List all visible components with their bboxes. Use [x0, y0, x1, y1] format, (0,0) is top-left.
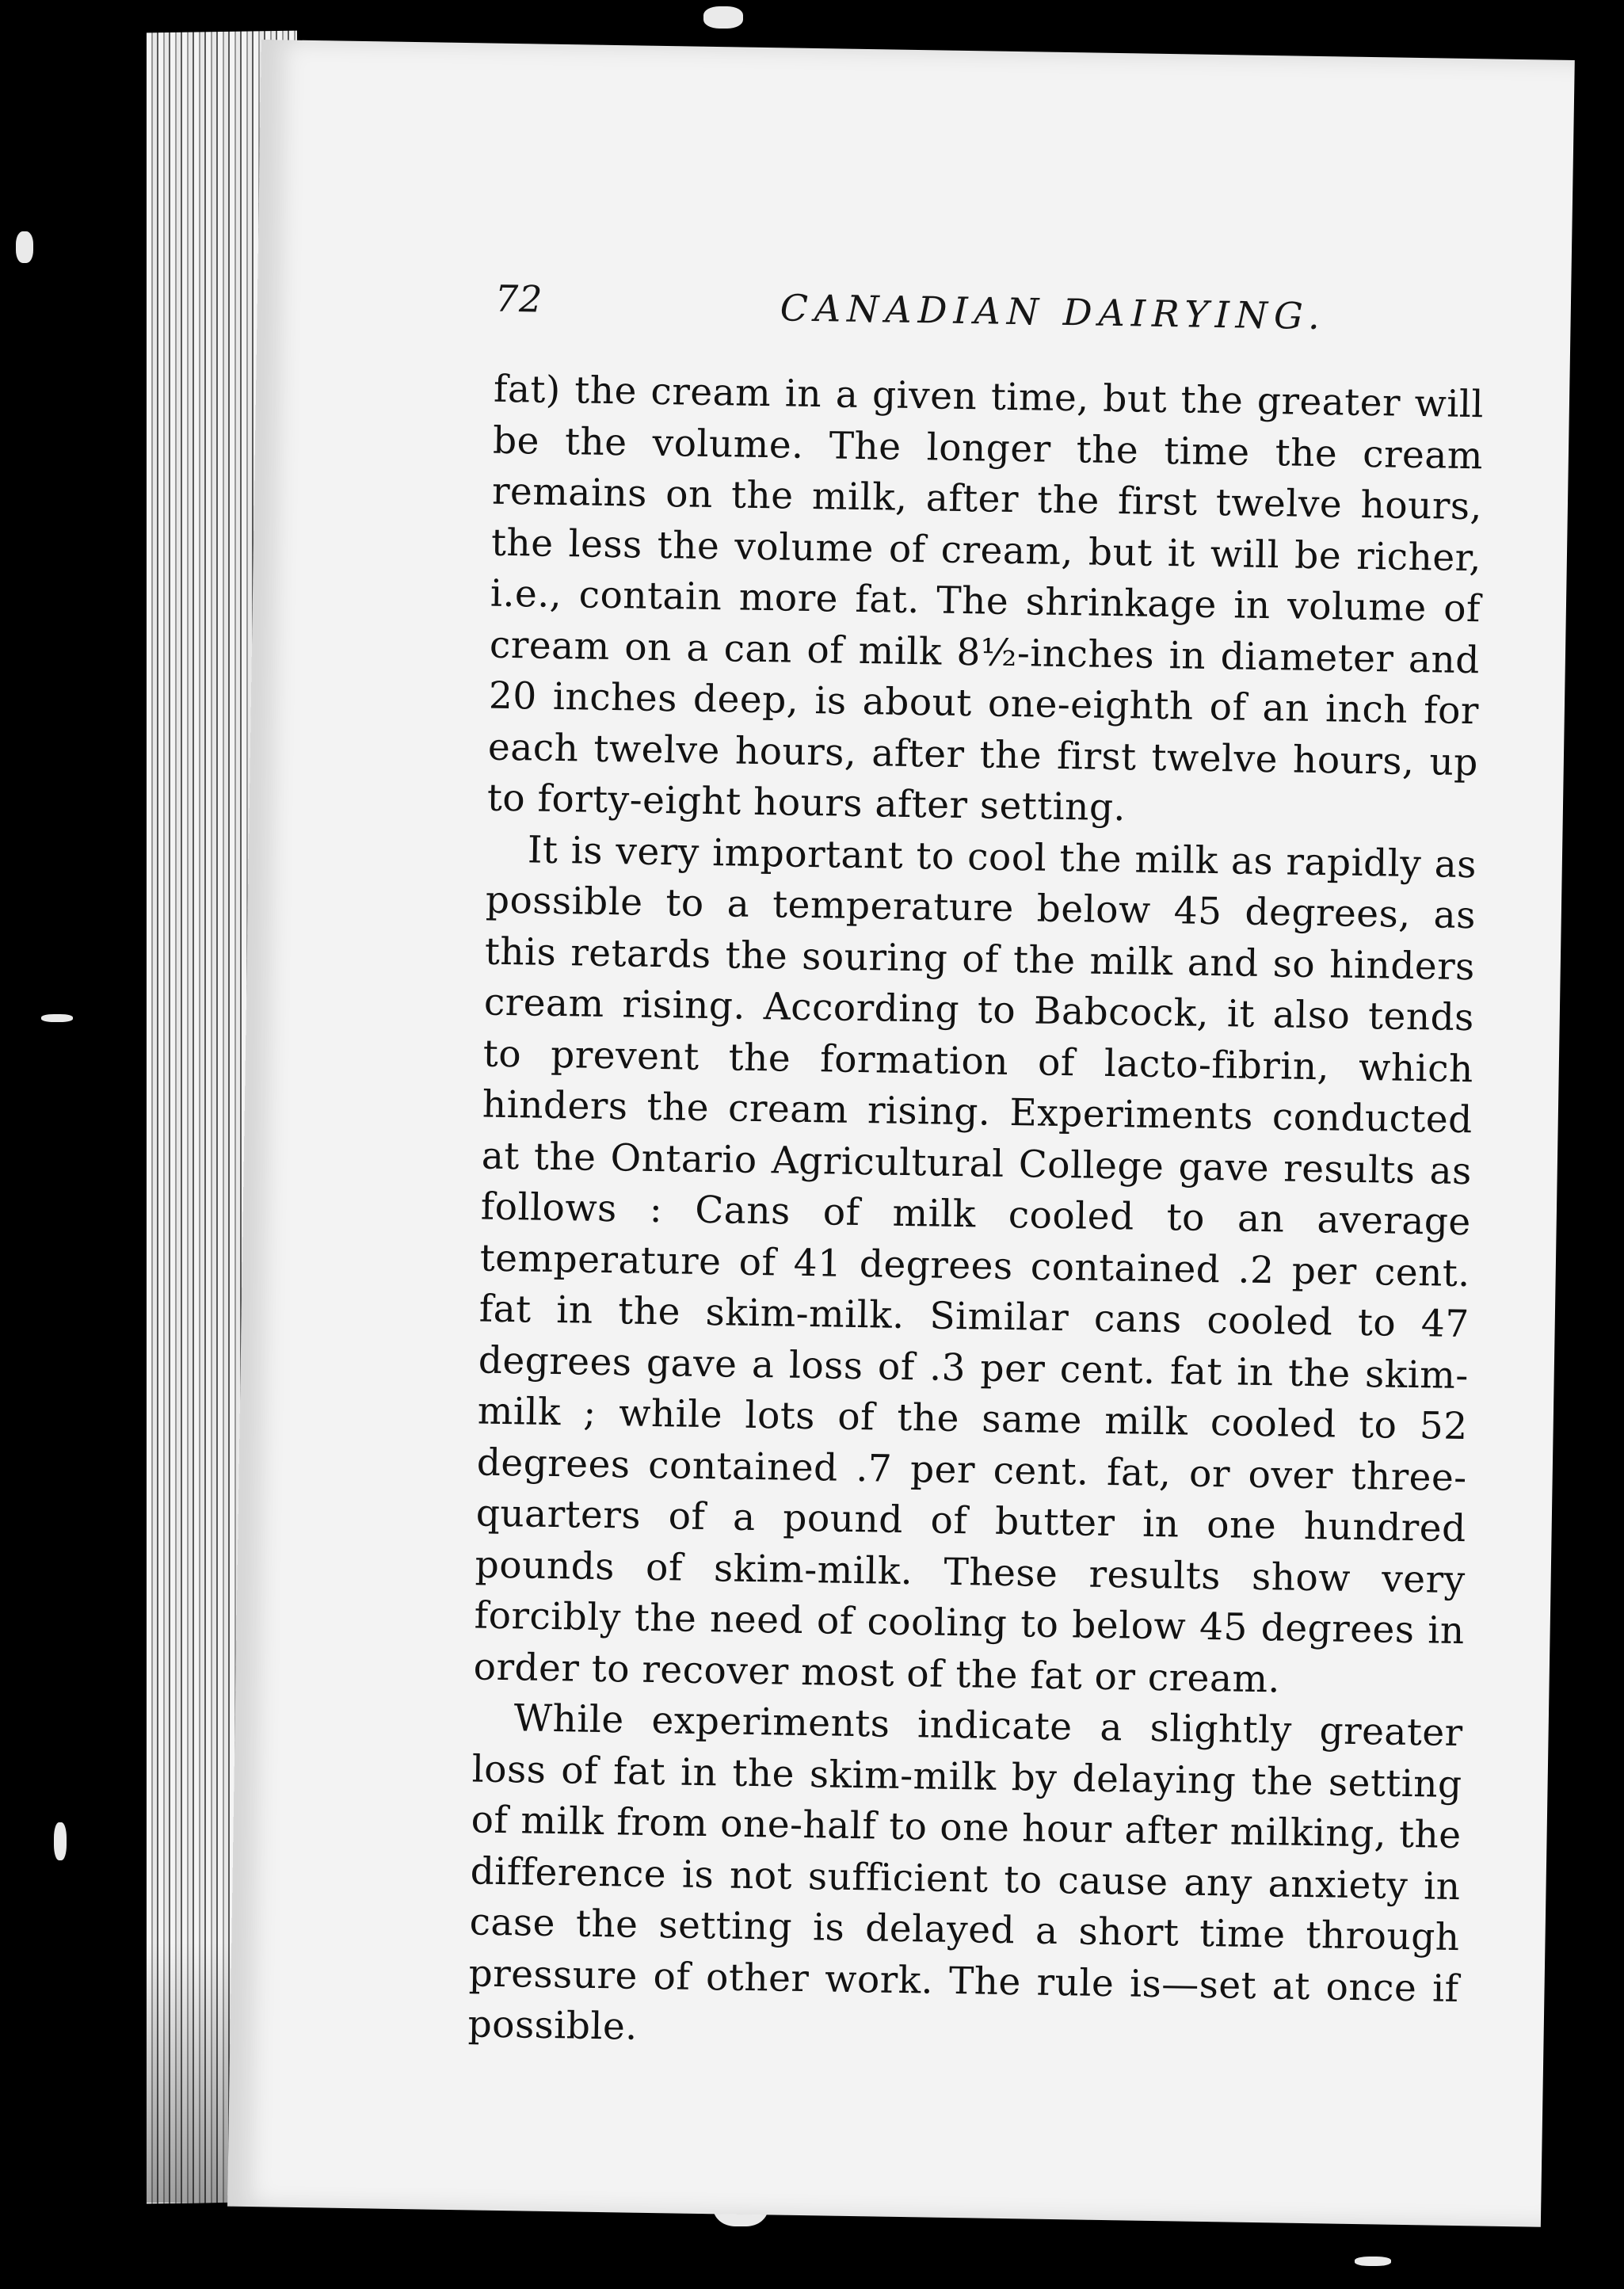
paragraph-continued: fat) the cream in a given time, but the greater will be the volume. The longer the time the cream remains on the milk, after the first twelve hours, the less the volume of cream, but it will be richer, i.e., contain more fat. The shrinkage in volume of cream on a can of milk 8½-inches in diameter and 20 inches deep, is about one-eighth of an inch for each twelve hours, after the first twelve hours, up to forty-eight hours after setting.	[486, 367, 1485, 830]
scan-artifact-top	[703, 6, 743, 29]
paragraph-setting: While experiments indicate a slightly greater loss of fat in the skim-milk by delaying the setting of milk from one-half to one hour after milking, the difference is not sufficient to cause any anxiety in case the setting is delayed a short time through pressure of other work. The rule is—set at once if possible.	[467, 1696, 1464, 2049]
running-head: CANADIAN DAIRYING.	[780, 286, 1327, 338]
scan-artifact-left-upper	[16, 231, 33, 263]
scan-artifact-left-middle	[41, 1014, 73, 1022]
book-page	[227, 40, 1575, 2227]
body-text	[467, 364, 1484, 2066]
page-header	[494, 277, 1493, 364]
scan-artifact-left-lower	[54, 1822, 67, 1860]
scan-artifact-bottom-right	[1355, 2257, 1391, 2266]
page-number: 72	[494, 277, 543, 321]
paragraph-cooling: It is very important to cool the milk as rapidly as possible to a temperature below 45 degrees, as this retards the souring of the milk and so hinders cream rising. According to Babcock, it also tends to prevent the formation of lacto-fibrin, which hinders the cream rising. Experiments conducted at the Ontario Agricultural College gave results as follows : Cans of milk cooled to an average temperature of 41 degrees contained .2 per cent. fat in the skim-milk. Similar cans cooled to 47 degrees gave a loss of .3 per cent. fat in the skim-milk ; while lots of the same milk cooled to 52 degrees contained .7 per cent. fat, or over three-quarters of a pound of butter in one hundred pounds of skim-milk. These results show very forcibly the need of cooling to below 45 degrees in order to recover most of the fat or cream.	[473, 827, 1477, 1701]
